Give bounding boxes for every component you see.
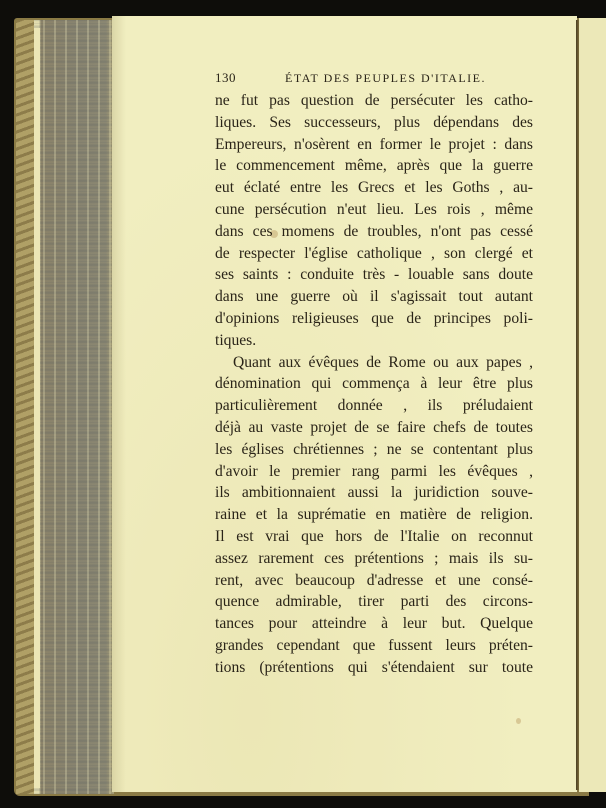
text-line: grandes cependant que fussent leurs préten- <box>215 636 533 654</box>
text-line: tiques. <box>215 331 257 349</box>
text-line: Empereurs, n'osèrent en former le projet : dans <box>215 135 533 153</box>
text-line: dans une guerre où il s'agissait tout autant <box>215 288 533 306</box>
text-line: le commencement même, après que la guerre <box>215 157 533 175</box>
text-line: d'avoir le premier rang parmi les évêques , <box>215 462 533 480</box>
facing-page-edge <box>579 18 606 792</box>
marbled-edge <box>16 20 34 794</box>
paragraph-start-line: Quant aux évêques de Rome ou aux papes , <box>233 353 533 371</box>
text-line: ne fut pas question de persécuter les catho- <box>215 92 533 109</box>
text-line: ses saints : conduite très - louable sans doute <box>215 266 533 284</box>
running-head-title: ÉTAT DES PEUPLES D'ITALIE. <box>285 71 487 85</box>
page-number: 130 <box>215 70 236 85</box>
text-line: dénomination qui commença à leur être plus <box>215 375 533 393</box>
text-block <box>215 70 533 679</box>
text-line: assez rarement ces prétentions ; mais ils su- <box>215 549 533 567</box>
text-line: eut éclaté entre les Grecs et les Goths , au- <box>215 179 533 197</box>
text-line: de respecter l'église catholique , son clergé et <box>215 244 533 262</box>
text-line: Il est vrai que hors de l'Italie on reconnut <box>215 527 533 545</box>
text-line: particulièrement donnée , ils préludaient <box>215 397 533 415</box>
running-head <box>215 70 533 86</box>
text-line: déjà au vaste projet de se faire chefs de toutes <box>215 418 533 436</box>
text-line: raine et la suprématie en matière de religion. <box>215 506 533 524</box>
text-line: rent, avec beaucoup d'adresse et une consé- <box>215 571 533 589</box>
text-line: liques. Ses successeurs, plus dépendans des <box>215 113 533 131</box>
text-line: dans ces momens de troubles, n'ont pas cessé <box>215 222 533 240</box>
paper-stain <box>516 718 521 724</box>
text-line: tions (prétentions qui s'étendaient sur toute <box>215 658 533 676</box>
text-line: les églises chrétiennes ; ne se contentant plus <box>215 440 533 458</box>
text-line: ils ambitionnaient aussi la juridiction souve- <box>215 484 533 502</box>
text-line: quence admirable, tirer parti des circons- <box>215 593 533 611</box>
text-line: tances pour atteindre à leur but. Quelque <box>215 615 533 633</box>
text-line: cune persécution n'eut lieu. Les rois , même <box>215 200 533 218</box>
page-edge-highlight <box>34 28 40 788</box>
text-line: d'opinions religieuses que de principes poli- <box>215 309 533 327</box>
